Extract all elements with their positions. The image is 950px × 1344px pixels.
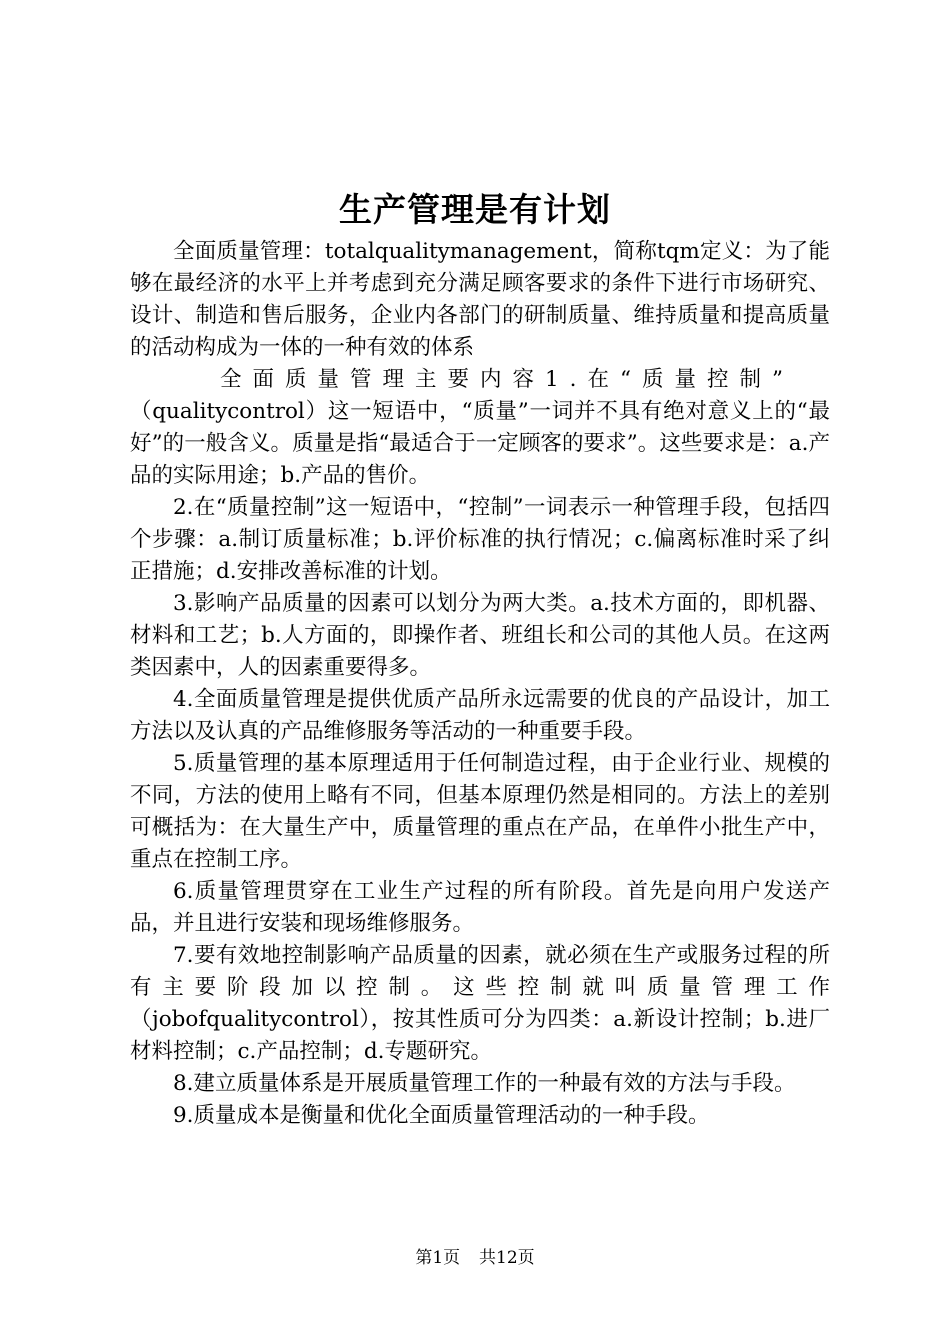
- paragraph-item-3: 3.影响产品质量的因素可以划分为两大类。a.技术方面的，即机器、材料和工艺；b.人方面的，即操作者、班组长和公司的其他人员。在这两类因素中，人的因素重要得多。: [130, 591, 830, 680]
- paragraph-item-4: 4.全面质量管理是提供优质产品所永远需要的优良的产品设计，加工方法以及认真的产品维修服务等活动的一种重要手段。: [130, 687, 830, 744]
- paragraph-item-2: 2.在“质量控制”这一短语中，“控制”一词表示一种管理手段，包括四个步骤：a.制订质量标准；b.评价标准的执行情况；c.偏离标准时采了纠正措施；d.安排改善标准的计划。: [130, 495, 830, 584]
- paragraph-main-content-heading: 全面质量管理主要内容1.在“质量控制”: [220, 367, 794, 392]
- document-title: 生产管理是有计划: [339, 190, 611, 229]
- paragraph-item-5: 5.质量管理的基本原理适用于任何制造过程，由于企业行业、规模的不同，方法的使用上略有不同，但基本原理仍然是相同的。方法上的差别可概括为：在大量生产中，质量管理的重点在产品，在单件小批生产中，重点在控制工序。: [130, 751, 830, 872]
- paragraph-definition: 全面质量管理：totalqualitymanagement，简称tqm定义：为了能够在最经济的水平上并考虑到充分满足顾客要求的条件下进行市场研究、设计、制造和售后服务，企业内各部门的研制质量、维持质量和提高质量的活动构成为一体的一种有效的体系: [130, 239, 830, 360]
- page-number: 第1页: [415, 1248, 461, 1268]
- page-footer: [0, 1243, 950, 1268]
- paragraph-item-6: 6.质量管理贯穿在工业生产过程的所有阶段。首先是向用户发送产品，并且进行安装和现场维修服务。: [130, 879, 830, 936]
- paragraph-item-7: 7.要有效地控制影响产品质量的因素，就必须在生产或服务过程的所有主要阶段加以控制。这些控制就叫质量管理工作（jobofqualitycontrol），按其性质可分为四类：a.新设计控制；b.进厂材料控制；c.产品控制；d.专题研究。: [130, 943, 830, 1064]
- page-total: 共12页: [479, 1248, 535, 1268]
- paragraph-item-8: 8.建立质量体系是开展质量管理工作的一种最有效的方法与手段。: [173, 1071, 796, 1096]
- document-body: [130, 236, 830, 1132]
- paragraph-item-1: （qualitycontrol）这一短语中，“质量”一词并不具有绝对意义上的“最好”的一般含义。质量是指“最适合于一定顾客的要求”。这些要求是：a.产品的实际用途；b.产品的售价。: [130, 399, 830, 488]
- paragraph-item-9: 9.质量成本是衡量和优化全面质量管理活动的一种手段。: [173, 1103, 710, 1128]
